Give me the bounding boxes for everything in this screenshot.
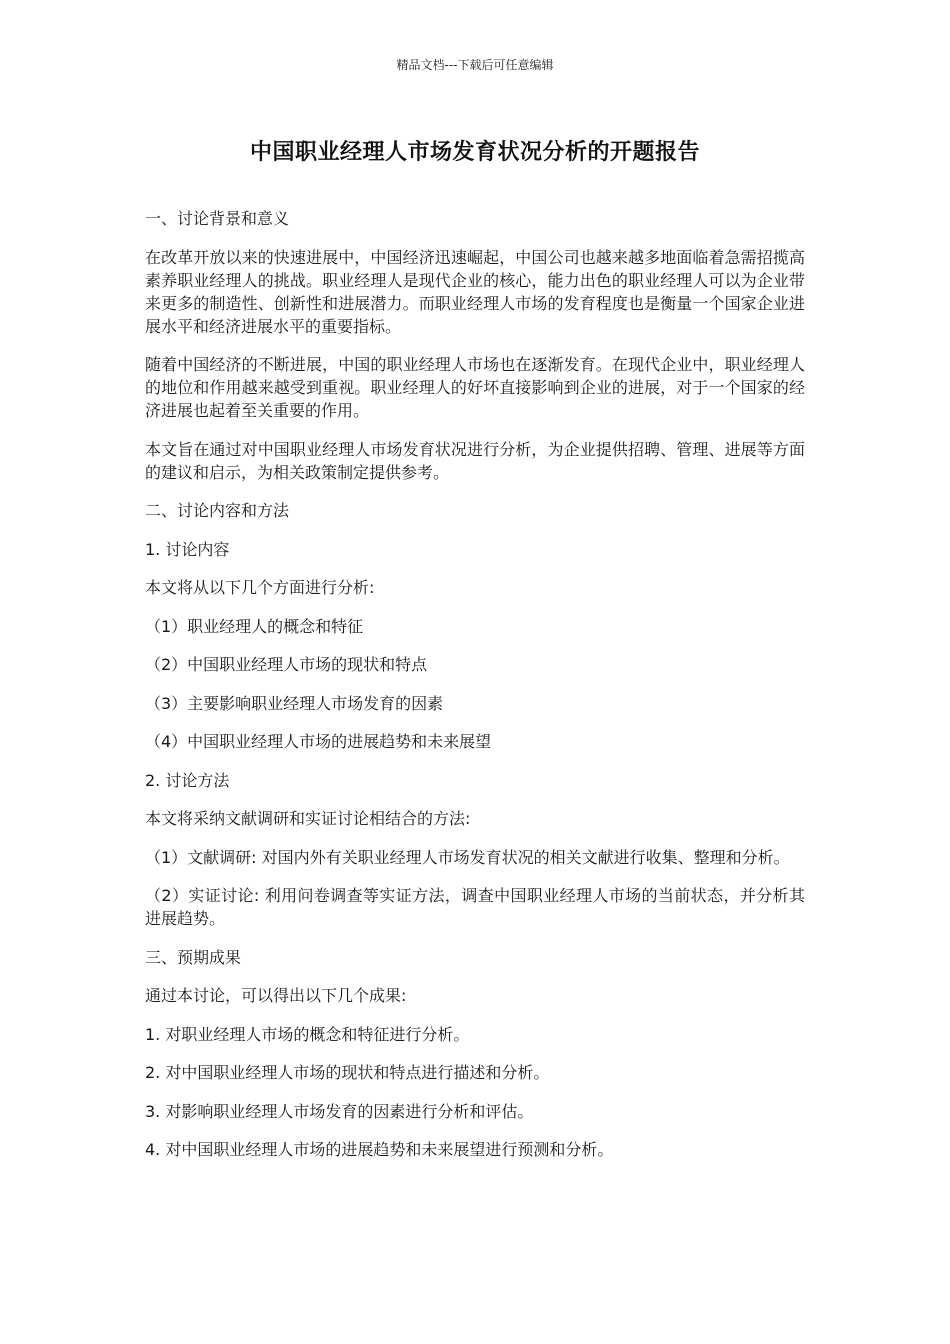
- list-item: （2）实证讨论: 利用问卷调查等实证方法，调查中国职业经理人市场的当前状态，并分析其进展趋势。: [145, 886, 805, 928]
- body-paragraph: 本文旨在通过对中国职业经理人市场发育状况进行分析，为企业提供招聘、管理、进展等方面的建议和启示，为相关政策制定提供参考。: [145, 439, 805, 482]
- document-body: [145, 207, 805, 1177]
- list-item: 1. 对职业经理人市场的概念和特征进行分析。: [145, 1024, 470, 1044]
- page-header-note: 精品文档---下载后可任意编辑: [396, 58, 554, 72]
- body-paragraph: 通过本讨论，可以得出以下几个成果:: [145, 986, 407, 1005]
- list-item: （1）职业经理人的概念和特征: [145, 616, 364, 636]
- list-item: （4）中国职业经理人市场的进展趋势和未来展望: [145, 732, 492, 751]
- document-title: 中国职业经理人市场发育状况分析的开题报告: [249, 140, 700, 165]
- body-paragraph: 在改革开放以来的快速进展中，中国经济迅速崛起，中国公司也越来越多地面临着急需招揽高素养职业经理人的挑战。职业经理人是现代企业的核心，能力出色的职业经理人可以为企业带来更多的制造性、创新性和进展潜力。而职业经理人市场的发育程度也是衡量一个国家企业进展水平和经济进展水平的重要指标。: [145, 247, 805, 336]
- list-item: 2. 对中国职业经理人市场的现状和特点进行描述和分析。: [145, 1063, 550, 1082]
- section-heading-1: 一、讨论背景和意义: [145, 209, 290, 228]
- body-paragraph: 随着中国经济的不断进展，中国的职业经理人市场也在逐渐发育。在现代企业中，职业经理人的地位和作用越来越受到重视。职业经理人的好坏直接影响到企业的进展，对于一个国家的经济进展也起着至关重要的作用。: [145, 355, 805, 420]
- list-item: 4. 对中国职业经理人市场的进展趋势和未来展望进行预测和分析。: [145, 1140, 614, 1159]
- list-item: （1）文献调研: 对国内外有关职业经理人市场发育状况的相关文献进行收集、整理和分析。: [145, 847, 790, 867]
- list-item: （3）主要影响职业经理人市场发育的因素: [145, 693, 444, 713]
- section-heading-3: 三、预期成果: [145, 947, 242, 967]
- list-item: 3. 对影响职业经理人市场发育的因素进行分析和评估。: [145, 1101, 534, 1121]
- section-heading-2: 二、讨论内容和方法: [145, 501, 290, 520]
- body-paragraph: 本文将采纳文献调研和实证讨论相结合的方法:: [145, 809, 471, 828]
- body-paragraph: 本文将从以下几个方面进行分析:: [145, 578, 375, 597]
- list-item: （2）中国职业经理人市场的现状和特点: [145, 655, 428, 674]
- subsection-heading: 2. 讨论方法: [145, 770, 230, 790]
- subsection-heading: 1. 讨论内容: [145, 539, 230, 559]
